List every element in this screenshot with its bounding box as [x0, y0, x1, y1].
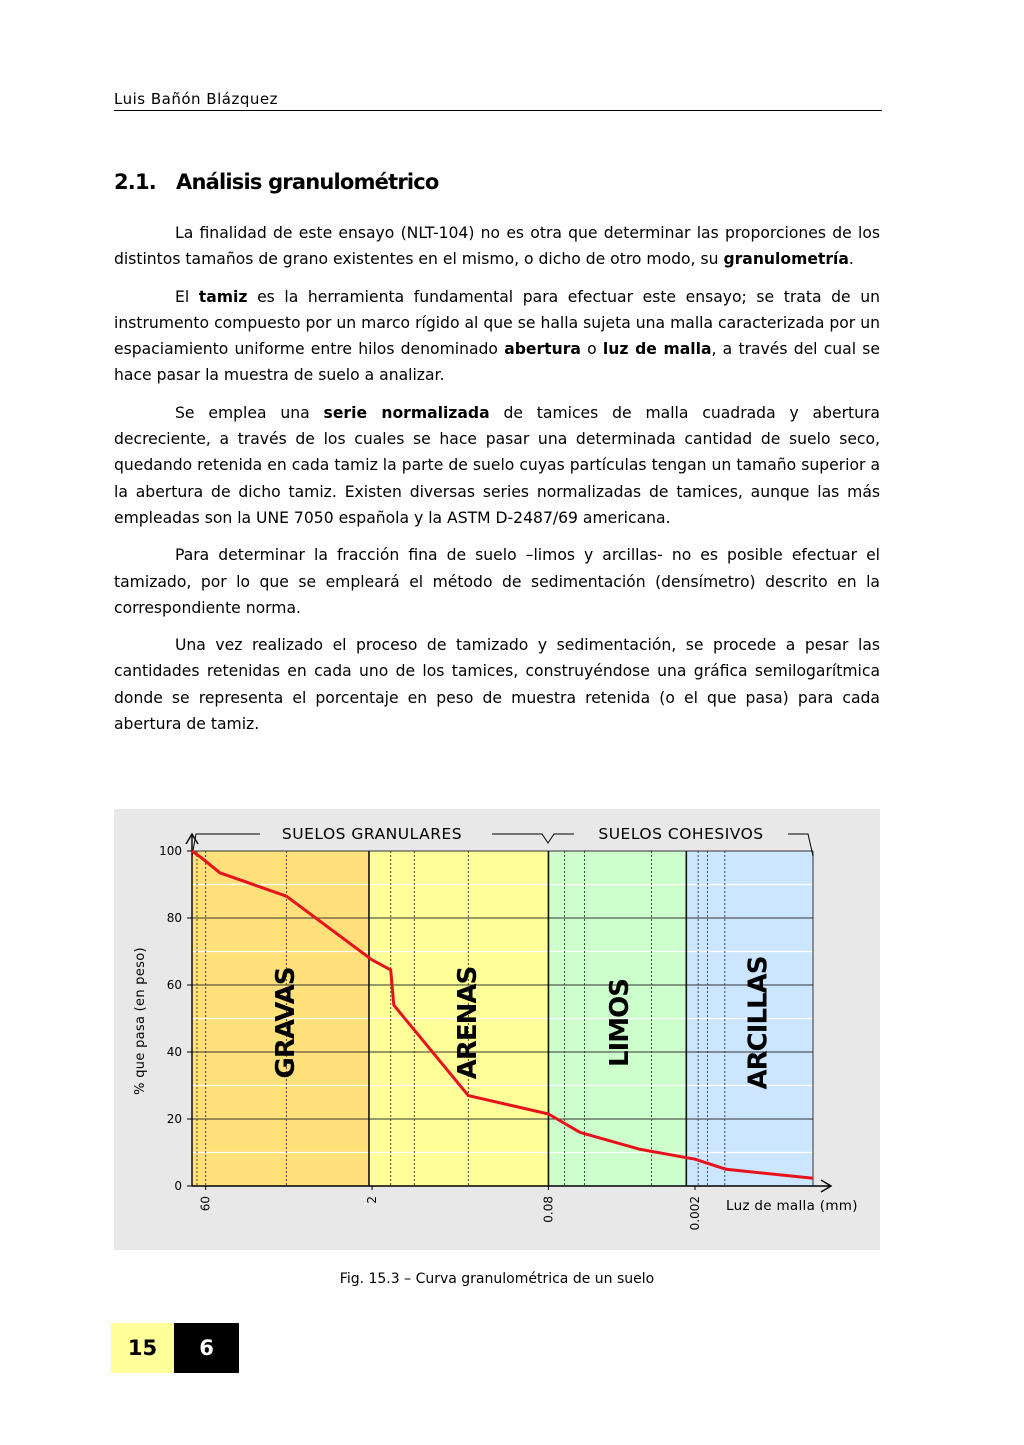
group-label-granular: SUELOS GRANULARES	[281, 825, 463, 843]
running-header: Luis Bañón Blázquez	[114, 90, 882, 111]
figure-caption: Fig. 15.3 – Curva granulométrica de un suelo	[339, 1271, 655, 1287]
paragraph	[114, 542, 880, 621]
x-tick-label: 0.002	[688, 1196, 703, 1231]
paragraph	[114, 632, 880, 737]
text-run: Se emplea una	[175, 403, 324, 422]
zone-label-limos: LIMOS	[604, 979, 635, 1067]
paragraph	[114, 284, 880, 389]
bold-term: luz de malla	[602, 340, 712, 359]
paragraph	[114, 400, 880, 531]
text-run: La finalidad de este ensayo (NLT-104) no es otra que determinar las proporciones de los distintos tamaños de grano existentes en el mismo, o dicho de otro modo, su	[114, 224, 880, 269]
bold-term: granulometría	[723, 250, 849, 269]
chapter-number: 15	[111, 1323, 174, 1373]
y-tick-label: 100	[159, 844, 182, 858]
text-run: El	[175, 287, 199, 306]
grain-size-chart	[114, 809, 880, 1250]
text-run: Para determinar la fracción fina de suelo –limos y arcillas- no es posible efectuar el tamizado, por lo que se empleará el método de sedimentación (densímetro) descrito en la correspondiente norma.	[114, 546, 880, 617]
y-tick-label: 60	[166, 978, 182, 992]
zone-label-gravas: GRAVAS	[270, 967, 301, 1079]
text-run: , a través del cual se hace pasar la muestra de suelo a analizar.	[114, 340, 880, 385]
section-number: 2.1.	[114, 170, 156, 194]
text-run: Una vez realizado el proceso de tamizado y sedimentación, se procede a pesar las cantidades retenidas en cada uno de los tamices, construyéndose una gráfica semilogarítmica donde se representa el porcentaje en peso de muestra retenida (o el que pasa) para cada abertura de tamiz.	[114, 636, 880, 734]
text-run: es la herramienta fundamental para efectuar este ensayo; se trata de un instrumento compuesto por un marco rígido al que se halla sujeta una malla caracterizada por un espaciamiento uniforme entre hilos denominado	[114, 287, 880, 359]
y-tick-label: 40	[166, 1045, 182, 1059]
y-tick-label: 0	[174, 1179, 182, 1193]
x-tick-label: 60	[198, 1196, 213, 1212]
section-title	[114, 170, 439, 194]
x-tick-label: 2	[365, 1196, 380, 1204]
page-number: 6	[174, 1323, 239, 1373]
paragraph	[114, 220, 880, 273]
group-label-cohesive: SUELOS COHESIVOS	[598, 825, 764, 843]
body-text	[114, 220, 880, 748]
y-axis-title: % que pasa (en peso)	[133, 947, 148, 1095]
bold-term: tamiz	[198, 287, 248, 306]
zone-label-arcillas: ARCILLAS	[743, 956, 774, 1090]
x-tick-label: 0.08	[541, 1196, 556, 1223]
bold-term: serie normalizada	[323, 403, 490, 422]
y-tick-label: 20	[166, 1112, 182, 1126]
text-run: o	[580, 340, 603, 359]
x-axis-title: Luz de malla (mm)	[726, 1198, 858, 1214]
text-run: de tamices de malla cuadrada y abertura decreciente, a través de los cuales se hace pasar una determinada cantidad de suelo seco, quedando retenida en cada tamiz la parte de suelo cuyas partículas tengan un tamaño superior a la abertura de dicho tamiz. Existen diversas series normalizadas de tamices, aunque las más empleadas son la UNE 7050 española y la ASTM D-2487/69 americana.	[114, 403, 880, 527]
zone-label-arenas: ARENAS	[452, 966, 483, 1080]
bracket-middle-notch	[492, 834, 574, 843]
grain-size-figure	[114, 809, 880, 1250]
section-title-text: Análisis granulométrico	[176, 170, 439, 194]
text-run: .	[848, 250, 854, 269]
y-tick-label: 80	[166, 911, 182, 925]
bold-term: abertura	[504, 340, 581, 359]
